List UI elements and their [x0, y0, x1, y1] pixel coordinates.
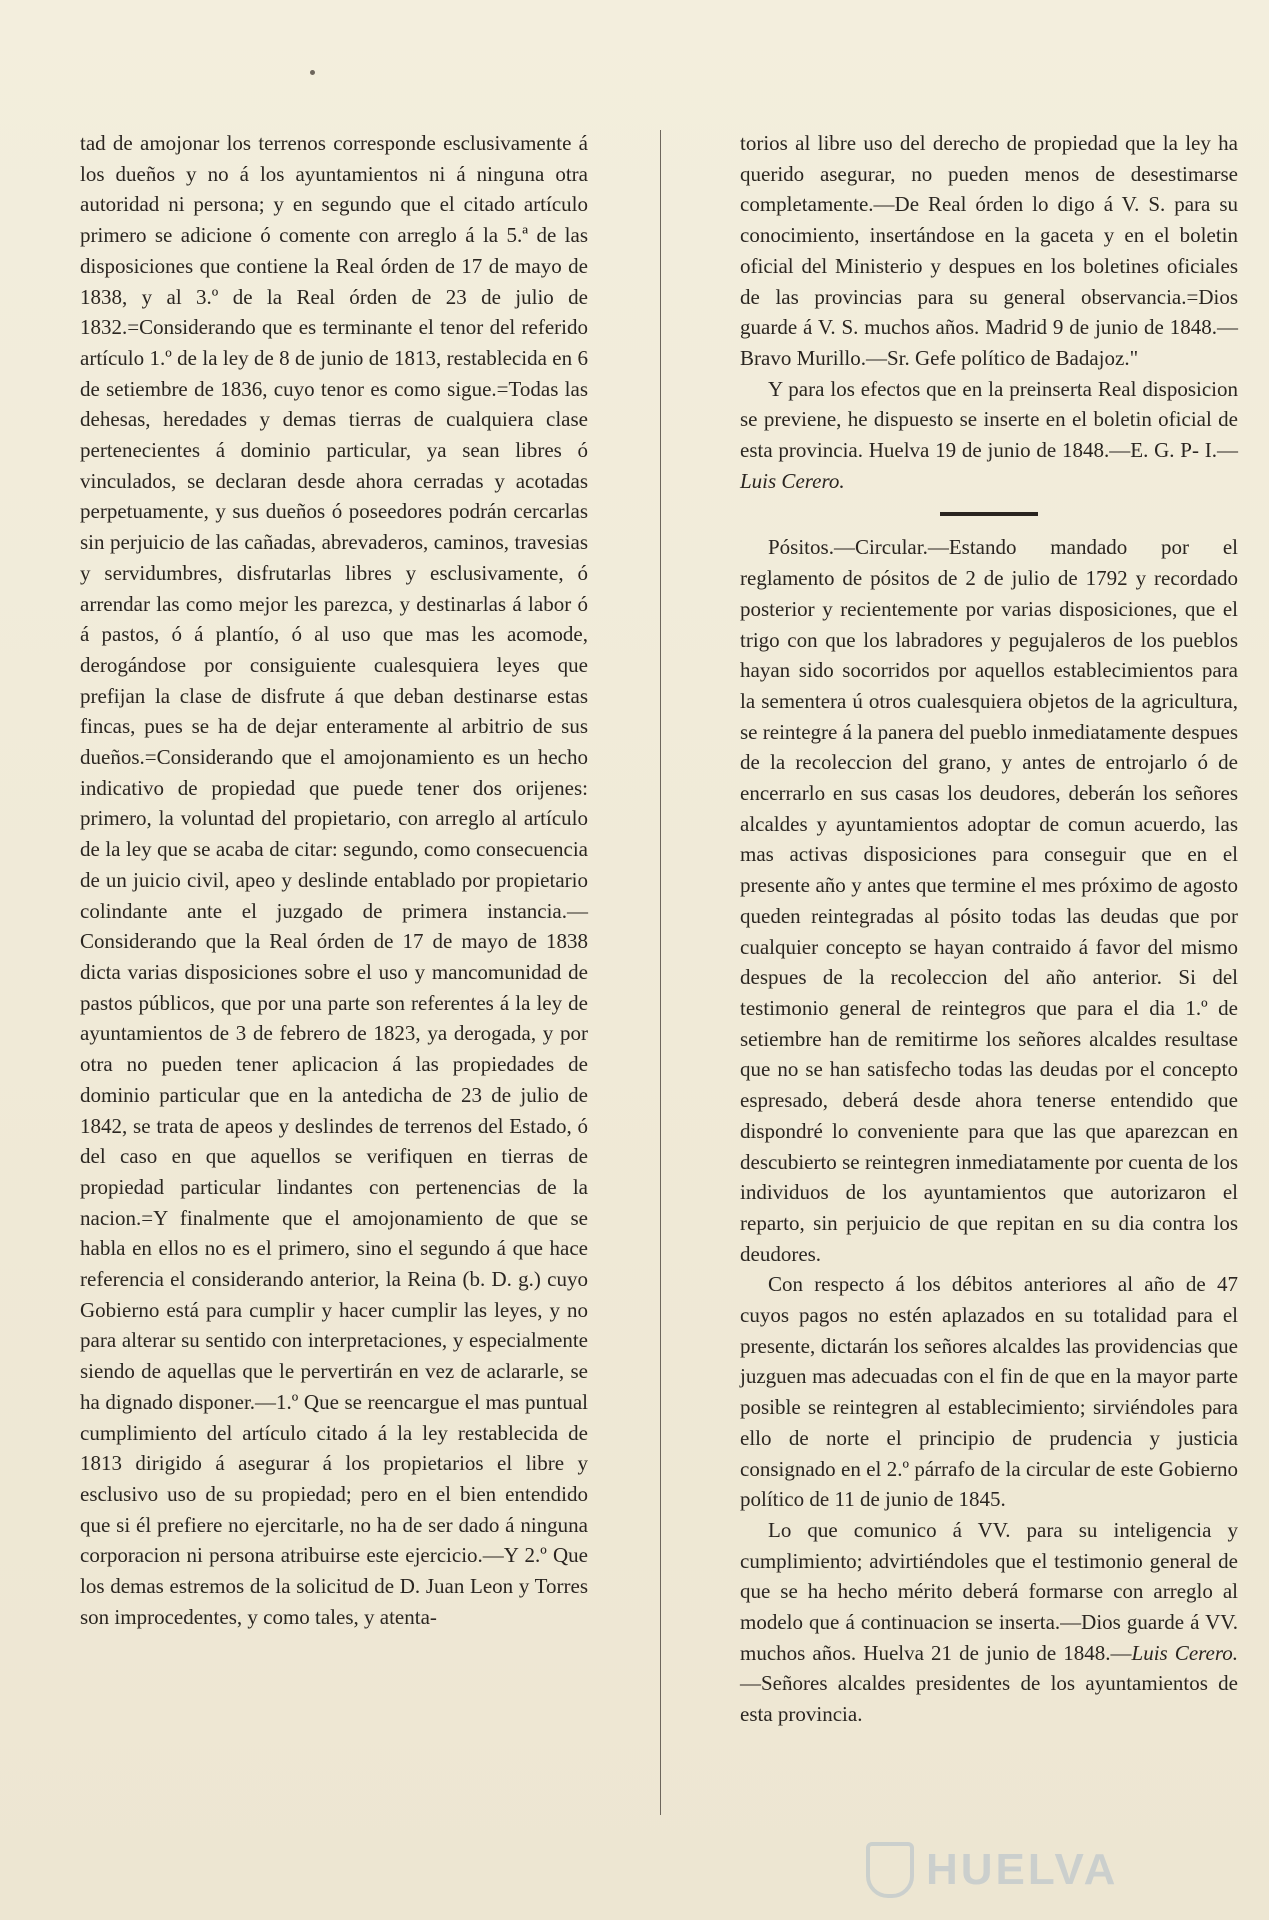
debits-paragraph: Con respecto á los débitos anteriores al año de 47 cuyos pagos no estén aplazados en su totalidad para el presente, dictarán los señores alcaldes las providencias que juzguen mas adecuadas con el fin de que en la mayor parte posible se reintegren al establecimiento; sirviéndoles para ello de norte el principio de prudencia y justicia consignado en el 2.º párrafo de la circular de este Gobierno político de 11 de junio de 1845. [740, 1272, 1238, 1512]
positos-circular: Pósitos.—Circular.—Estando mandado por el reglamento de pósitos de 2 de julio de 1792 y recordado posterior y recientemente por varias disposiciones, que el trigo con que los labradores y pegujaleros de los pueblos hayan sido socorridos por aquellos establecimientos para la sementera ú otros cualesquiera objetos de la agricultura, se reintegre á la panera del pueblo inmediatamente despues de la recoleccion del grano, y antes de entrojarlo ó de encerrarlo en sus casas los deudores, deberán los señores alcaldes y ayuntamientos adoptar de comun acuerdo, las mas activas disposiciones para conseguir que en el presente año y antes que termine el mes próximo de agosto queden reintegradas al pósito todas las deudas que por cualquier concepto se hayan contraido á favor del mismo despues de la recoleccion del año anterior. Si del testimonio general de reintegros que para el dia 1.º de setiembre han de remitirme los señores alcaldes resultase que no se han satisfecho todas las deudas por el concepto espresado, deberá desde ahora tenerse entendido que dispondré lo conveniente para que las que aparezcan en descubierto se reintegren inmediatamente por cuenta de los individuos de los ayuntamientos que autorizaron el reparto, sin perjuicio de que repitan en su dia contra los deudores. [740, 535, 1238, 1266]
page-speck [310, 70, 315, 75]
section-rule [940, 512, 1038, 516]
insertion-notice [740, 374, 1238, 497]
left-paragraph: tad de amojonar los terrenos corresponde esclusivamente á los dueños y no á los ayuntamientos ni á ninguna otra autoridad ni persona; y en segundo que el citado artículo primero se adicione ó comente con arreglo á la 5.ª de las disposiciones que contiene la Real órden de 17 de mayo de 1838, y al 3.º de la Real órden de 23 de julio de 1832.=Considerando que es terminante el tenor del referido artículo 1.º de la ley de 8 de junio de 1813, restablecida en 6 de setiembre de 1836, cuyo tenor es como sigue.=Todas las dehesas, heredades y demas tierras de cualquiera clase pertenecientes á dominio particular, ya sean libres ó vinculados, se declaran desde ahora cerradas y acotadas perpetuamente, y sus dueños ó poseedores podrán cercarlas sin perjuicio de las cañadas, abrevaderos, caminos, travesias y servidumbres, disfrutarlas libres y esclusivamente, ó arrendar las como mejor les parezca, y destinarlas á labor ó á pastos, ó á plantío, ó al uso que mas les acomode, derogándose por consiguiente cualesquiera leyes que prefijan la clase de disfrute á que deban destinarse estas fincas, pues se ha de dejar enteramente al arbitrio de sus dueños.=Considerando que el amojonamiento es un hecho indicativo de propiedad que puede tener dos orijenes: primero, la voluntad del propietario, con arreglo al artículo de la ley que se acaba de citar: segundo, como consecuencia de un juicio civil, apeo y deslinde entablado por propietario colindante ante el juzgado de primera instancia.—Considerando que la Real órden de 17 de mayo de 1838 dicta varias disposiciones sobre el uso y mancomunidad de pastos públicos, que por una parte son referentes á la ley de ayuntamientos de 3 de febrero de 1823, ya derogada, y por otra no pueden tener aplicacion á las propiedades de dominio particular que en la antedicha de 23 de julio de 1842, se trata de apeos y deslindes de terrenos del Estado, ó del caso en que aquellos se verifiquen en tierras de propiedad particular lindantes con pertenencias de la nacion.=Y finalmente que el amojonamiento de que se habla en ellos no es el primero, sino el segundo á que hace referencia el considerando anterior, la Reina (b. D. g.) cuyo Gobierno está para cumplir y hacer cumplir las leyes, y no para alterar su sentido con interpretaciones, y especialmente siendo de aquellas que le pervertirán en vez de aclararle, se ha dignado disponer.—1.º Que se reencargue el mas puntual cumplimiento del artículo citado á la ley restablecida de 1813 dirigido á asegurar á los propietarios el libre y esclusivo uso de su propiedad; pero en el bien entendido que si él prefiere no ejercitarle, no ha de ser dado á ninguna corporacion ni persona atribuirse este ejercicio.—Y 2.º Que los demas estremos de la solicitud de D. Juan Leon y Torres son improcedentes, y como tales, y atenta- [80, 131, 588, 1629]
huelva-watermark [866, 1835, 1246, 1905]
closing-paragraph [740, 1515, 1238, 1730]
closing-addressee: —Señores alcaldes presidentes de los ayuntamientos de esta provincia. [740, 1671, 1238, 1727]
signature-cerero-1: Luis Cerero. [740, 468, 845, 493]
insertion-notice-text: Y para los efectos que en la preinserta Real disposicion se previene, he dispuesto se inserte en el boletin oficial de esta provincia. Huelva 19 de junio de 1848.—E. G. P- I.— [740, 376, 1238, 463]
column-divider [660, 130, 661, 1815]
left-column [80, 128, 588, 1632]
right-column [740, 128, 1238, 1730]
royal-order-continuation: torios al libre uso del derecho de propiedad que la ley ha querido asegurar, no pueden menos de desestimarse completamente.—De Real órden lo digo á V. S. para su conocimiento, insertándose en la gaceta y en el boletin oficial del Ministerio y despues en los boletines oficiales de las provincias para su general observancia.=Dios guarde á V. S. muchos años. Madrid 9 de junio de 1848.—Bravo Murillo.—Sr. Gefe político de Badajoz." [740, 131, 1238, 370]
signature-cerero-2: Luis Cerero. [1131, 1640, 1238, 1665]
watermark-text: HUELVA [926, 1845, 1119, 1894]
closing-text: Lo que comunico á VV. para su inteligencia y cumplimiento; advirtiéndoles que el testimonio general de que se ha hecho mérito deberá formarse con arreglo al modelo que á continuacion se inserta.—Dios guarde á VV. muchos años. Huelva 21 de junio de 1848.— [740, 1517, 1238, 1665]
shield-icon [866, 1842, 914, 1898]
